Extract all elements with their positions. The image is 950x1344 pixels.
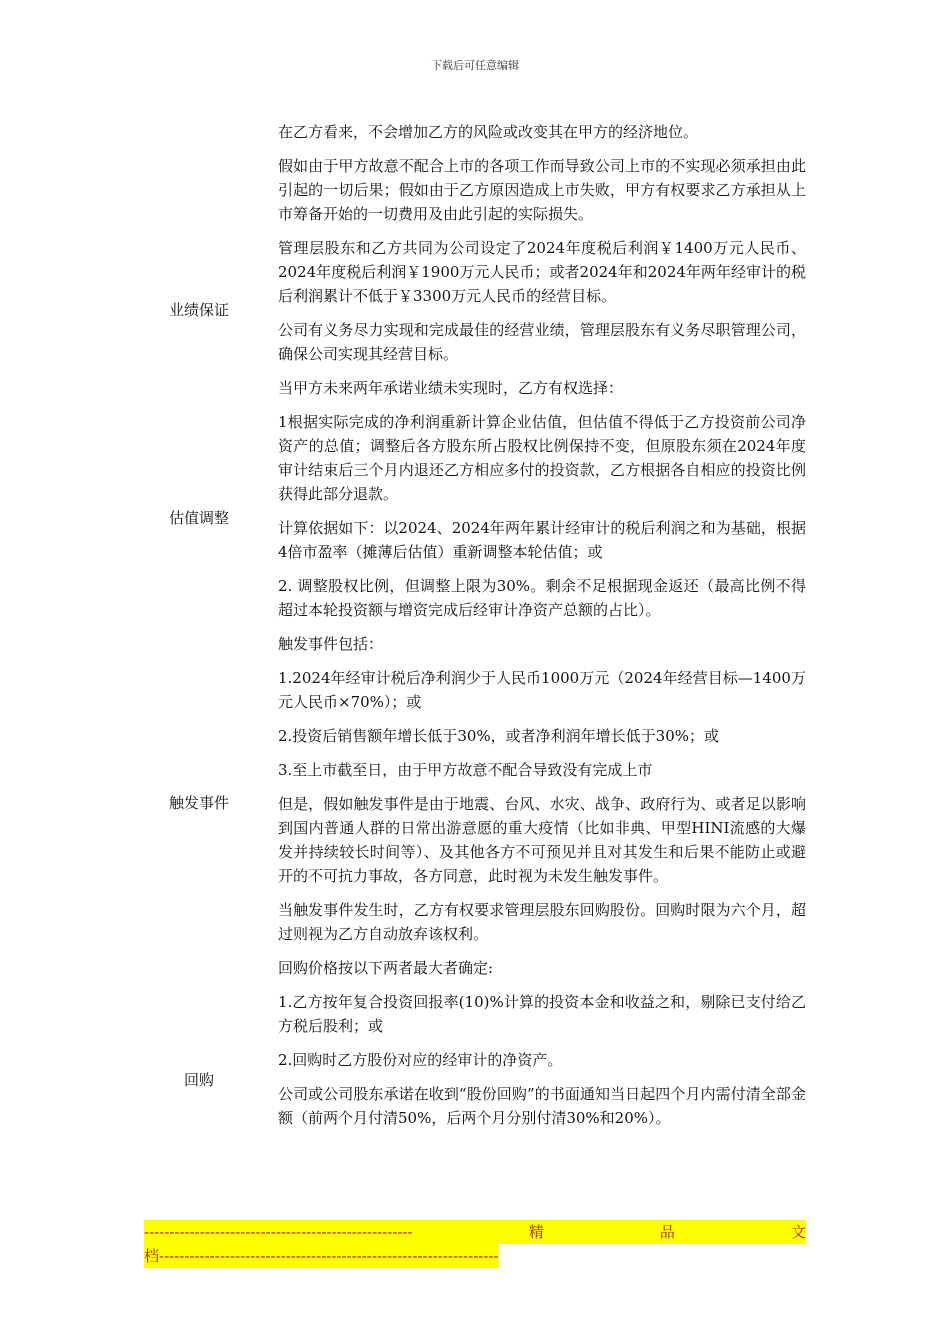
paragraph: 触发事件包括： bbox=[278, 635, 384, 653]
footer-word-3: 文 bbox=[790, 1223, 806, 1241]
paragraph: 当触发事件发生时，乙方有权要求管理层股东回购股份。回购时限为六个月，超过则视为乙方自动放弃该权利。 bbox=[278, 901, 806, 943]
label-buyback: 回购 bbox=[183, 1071, 214, 1089]
paragraph: 回购价格按以下两者最大者确定: bbox=[278, 959, 494, 977]
paragraph: 当甲方未来两年承诺业绩未实现时，乙方有权选择： bbox=[278, 379, 624, 397]
footer-line-2: 档------------------------------------------------------------------- bbox=[144, 1244, 499, 1268]
label-trigger-event: 触发事件 bbox=[168, 794, 229, 812]
paragraph: 公司或公司股东承诺在收到“股份回购”的书面通知当日起四个月内需付清全部金额（前两个月付清50%，后两个月分别付清30%和20%）。 bbox=[278, 1085, 806, 1127]
footer-line-1 bbox=[144, 1220, 806, 1244]
paragraph: 1.乙方按年复合投资回报率(10)%计算的投资本金和收益之和，剔除已支付给乙方税后股利；或 bbox=[278, 993, 806, 1035]
paragraph: 2.回购时乙方股份对应的经审计的净资产。 bbox=[278, 1051, 563, 1069]
footer-banner bbox=[144, 1220, 806, 1268]
document-body bbox=[278, 120, 806, 1140]
paragraph: 假如由于甲方故意不配合上市的各项工作而导致公司上市的不实现必须承担由此引起的一切后果；假如由于乙方原因造成上市失败，甲方有权要求乙方承担从上市筹备开始的一切费用及由此引起的实际损失。 bbox=[278, 157, 806, 223]
paragraph: 1根据实际完成的净利润重新计算企业估值，但估值不得低于乙方投资前公司净资产的总值；调整后各方股东所占股权比例保持不变，但原股东须在2024年度审计结束后三个月内退还乙方相应多付的投资款，乙方根据各自相应的投资比例获得此部分退款。 bbox=[278, 413, 806, 503]
paragraph: 但是，假如触发事件是由于地震、台风、水灾、战争、政府行为、或者足以影响到国内普通人群的日常出游意愿的重大疫情（比如非典、甲型HINI流感的大爆发并持续较长时间等）、及其他各方不可预见并且对其发生和后果不能防止或避开的不可抗力事故，各方同意，此时视为未发生触发事件。 bbox=[278, 795, 806, 885]
paragraph: 在乙方看来，不会增加乙方的风险或改变其在甲方的经济地位。 bbox=[278, 123, 699, 141]
paragraph: 2. 调整股权比例，但调整上限为30%。剩余不足根据现金返还（最高比例不得超过本轮投资额与增资完成后经审计净资产总额的占比）。 bbox=[278, 577, 806, 619]
paragraph: 管理层股东和乙方共同为公司设定了2024年度税后利润￥1400万元人民币、2024年度税后利润￥1900万元人民币；或者2024年和2024年两年经审计的税后利润累计不低于￥3300万元人民币的经营目标。 bbox=[278, 239, 806, 305]
paragraph: 3.至上市截至日，由于甲方故意不配合导致没有完成上市 bbox=[278, 761, 653, 779]
label-valuation-adjustment: 估值调整 bbox=[168, 509, 229, 527]
label-performance-guarantee: 业绩保证 bbox=[168, 301, 229, 319]
paragraph: 2.投资后销售额年增长低于30%，或者净利润年增长低于30%；或 bbox=[278, 727, 719, 745]
paragraph: 1.2024年经审计税后净利润少于人民币1000万元（2024年经营目标—1400万元人民币×70%）；或 bbox=[278, 669, 806, 711]
footer-word-1: 精 bbox=[528, 1223, 544, 1241]
footer-word-2: 品 bbox=[659, 1223, 675, 1241]
paragraph: 计算依据如下：以2024、2024年两年累计经审计的税后利润之和为基础，根据4倍市盈率（摊薄后估值）重新调整本轮估值；或 bbox=[278, 519, 806, 561]
footer-dashes: ----------------------------------------------------- bbox=[144, 1223, 413, 1241]
paragraph: 公司有义务尽力实现和完成最佳的经营业绩，管理层股东有义务尽职管理公司，确保公司实现其经营目标。 bbox=[278, 321, 806, 363]
page-header: 下载后可任意编辑 bbox=[431, 59, 519, 72]
